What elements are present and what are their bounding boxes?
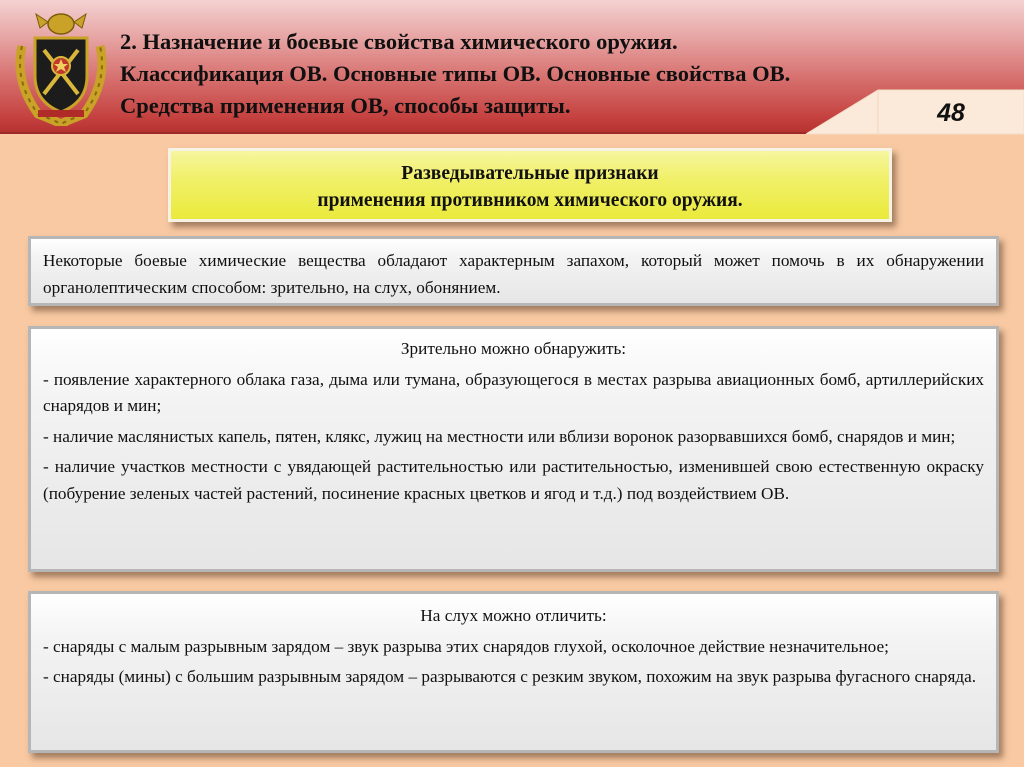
hearing-signs-heading: На слух можно отличить: (420, 606, 607, 625)
visual-sign-item: - наличие участков местности с увядающей растительностью или растительностью, изменившей свою естественную окраску (побурение зеленых частей растений, посинение красных цветков и ягод и т.д.) под воздействием ОВ. (43, 457, 984, 503)
hearing-sign-item: - снаряды (мины) с большим разрывным зарядом – разрываются с резким звуком, похожим на звук разрыва фугасного снаряда. (43, 667, 977, 686)
slide-title-line-1: 2. Назначение и боевые свойства химического оружия. (120, 29, 678, 54)
slide-title-line-2: Классификация ОВ. Основные типы ОВ. Основные свойства ОВ. (120, 61, 791, 86)
topic-title-line-1: Разведывательные признаки (401, 163, 659, 184)
page-number: 48 (937, 99, 965, 127)
visual-sign-item: - появление характерного облака газа, дыма или тумана, образующегося в местах разрыва авиационных бомб, артиллерийских снарядов и мин; (43, 369, 984, 415)
slide-title-line-3: Средства применения ОВ, способы защиты. (120, 93, 571, 118)
hearing-sign-item: - снаряды с малым разрывным зарядом – звук разрыва этих снарядов глухой, осколочное действие незначительное; (43, 636, 889, 656)
visual-signs-heading: Зрительно можно обнаружить: (400, 339, 627, 358)
intro-text: Некоторые боевые химические вещества обладают характерным запахом, который может помочь в их обнаружении органолептическим способом: зрительно, на слух, обонянием. (43, 251, 984, 297)
topic-title-box (168, 148, 892, 222)
visual-sign-item: - наличие маслянистых капель, пятен, клякс, лужиц на местности или вблизи воронок разорвавшихся бомб, снарядов и мин; (43, 426, 956, 446)
intro-panel (28, 236, 999, 306)
military-emblem-icon (8, 6, 114, 126)
visual-signs-panel (28, 326, 999, 572)
hearing-signs-panel (28, 591, 999, 753)
topic-title-line-2: применения противником химического оружия. (317, 190, 743, 211)
